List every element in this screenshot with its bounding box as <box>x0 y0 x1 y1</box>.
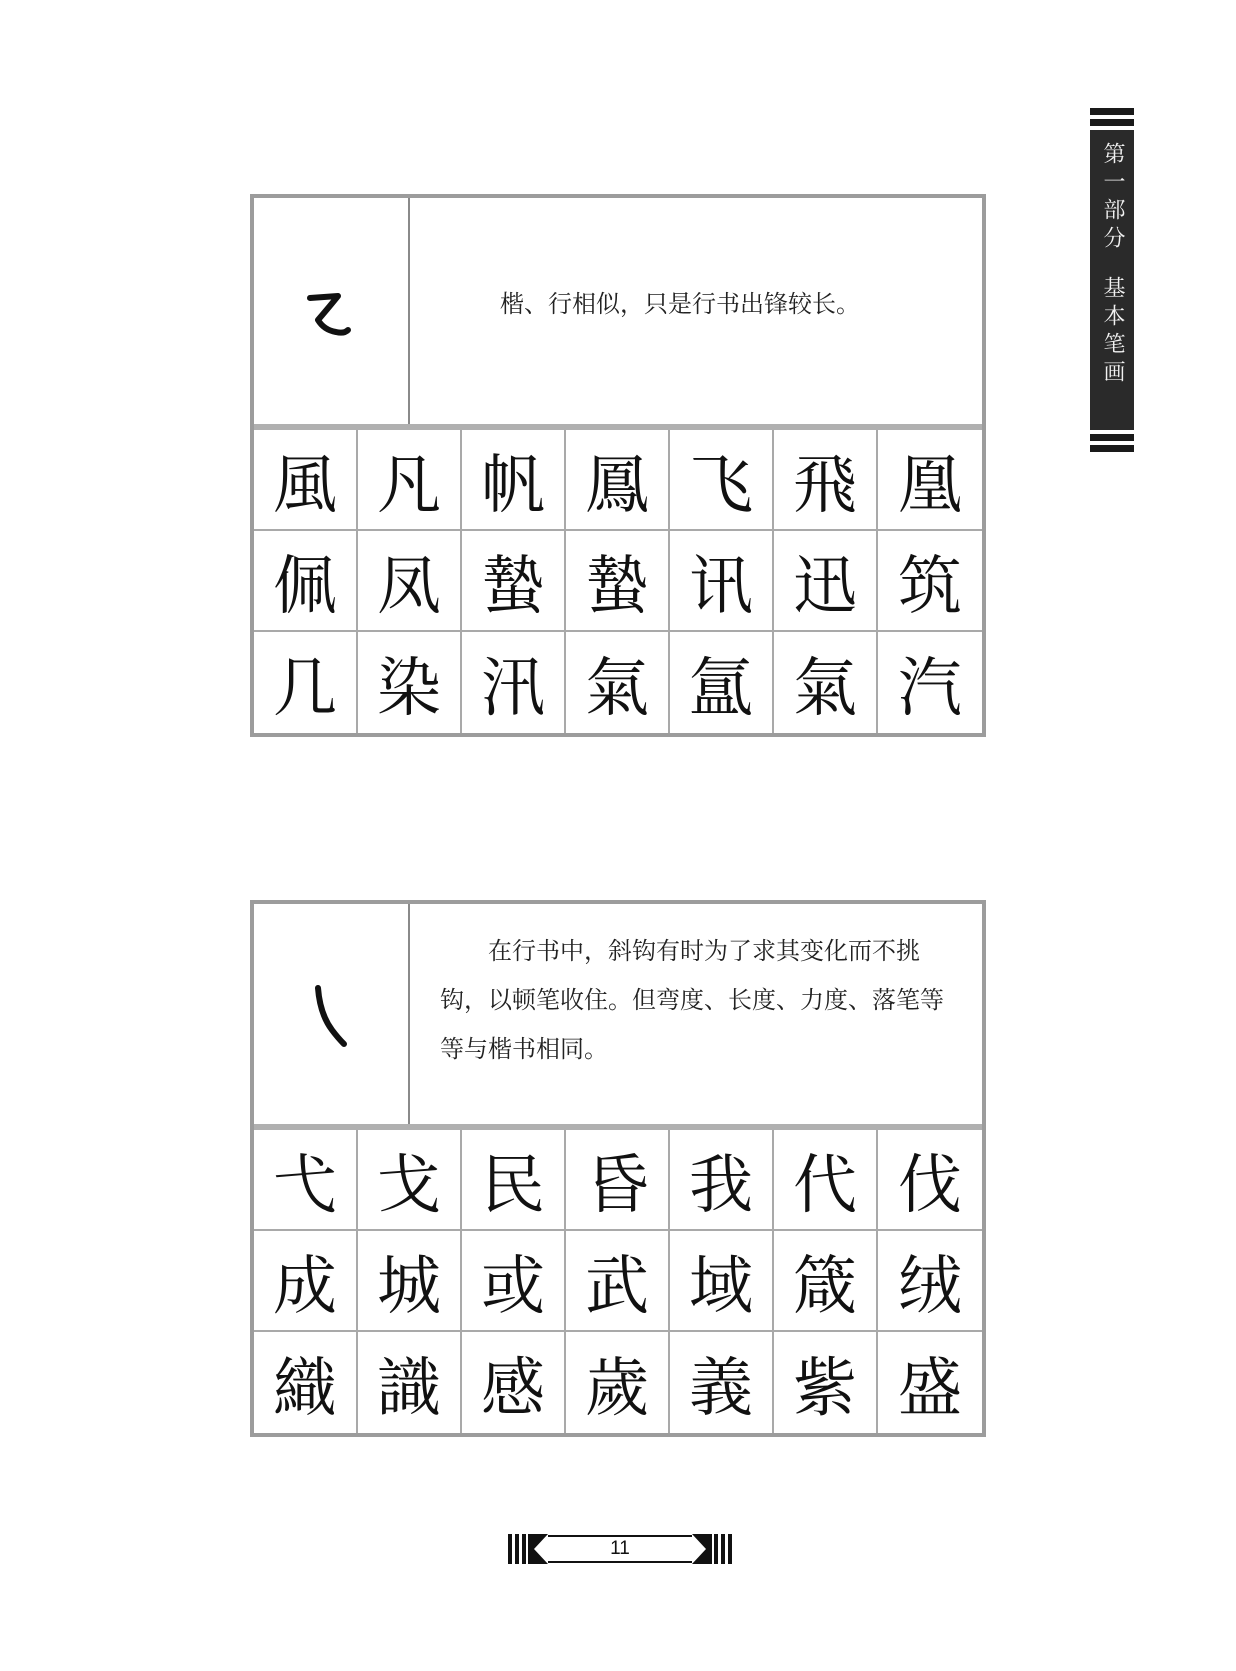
char-cell: 几 <box>254 632 358 733</box>
char-cell: 帆 <box>462 430 566 531</box>
char-cell: 昏 <box>566 1130 670 1231</box>
section-side-tab <box>1090 108 1134 452</box>
char-cell: 箴 <box>774 1231 878 1332</box>
character-grid <box>254 1130 982 1433</box>
char-cell: 感 <box>462 1332 566 1433</box>
char-cell: 弋 <box>254 1130 358 1231</box>
char-cell: 義 <box>670 1332 774 1433</box>
char-cell: 戈 <box>358 1130 462 1231</box>
char-cell: 我 <box>670 1130 774 1231</box>
stroke-glyph-slant-hook <box>296 974 366 1054</box>
stroke-cell <box>254 904 410 1124</box>
page-number-badge <box>508 1534 732 1564</box>
page-number: 11 <box>610 1538 630 1559</box>
panel-header <box>254 198 982 430</box>
description-cell <box>410 904 982 1124</box>
stroke-glyph-hook <box>296 276 366 346</box>
char-cell: 飞 <box>670 430 774 531</box>
char-cell: 佩 <box>254 531 358 632</box>
char-cell: 風 <box>254 430 358 531</box>
char-cell: 汽 <box>898 651 962 726</box>
char-cell: 氣 <box>774 632 878 733</box>
char-cell: 成 <box>254 1231 358 1332</box>
panel-header <box>254 904 982 1130</box>
char-cell: 凤 <box>358 531 462 632</box>
tab-top-rule-2 <box>1090 119 1134 126</box>
char-cell: 汛 <box>462 632 566 733</box>
char-cell: 鳳 <box>566 430 670 531</box>
char-cell: 代 <box>774 1130 878 1231</box>
tab-bottom-rule <box>1090 434 1134 441</box>
char-cell: 飛 <box>774 430 878 531</box>
char-cell: 凡 <box>358 430 462 531</box>
char-cell: 氲 <box>670 632 774 733</box>
char-cell: 或 <box>462 1231 566 1332</box>
char-cell: 民 <box>462 1130 566 1231</box>
char-cell: 蟄 <box>462 531 566 632</box>
char-cell: 蟄 <box>566 531 670 632</box>
char-cell: 織 <box>254 1332 358 1433</box>
description-cell <box>410 198 982 424</box>
char-cell: 紫 <box>774 1332 878 1433</box>
char-cell: 染 <box>358 632 462 733</box>
tab-bottom-rule-2 <box>1090 445 1134 452</box>
section-label: 基本笔画 <box>1100 276 1125 388</box>
char-cell: 迅 <box>774 531 878 632</box>
char-cell: 城 <box>358 1231 462 1332</box>
character-grid <box>254 430 982 733</box>
char-cell: 歲 <box>566 1332 670 1433</box>
part-label: 第一部分 <box>1100 142 1125 254</box>
char-cell: 筑 <box>878 531 982 632</box>
stroke-description: 在行书中，斜钩有时为了求其变化而不挑钩，以顿笔收住。但弯度、长度、力度、落笔等等与楷书相同。 <box>440 936 944 1063</box>
stroke-cell <box>254 198 410 424</box>
stroke-panel-2 <box>250 900 986 1437</box>
stroke-panel-1 <box>250 194 986 737</box>
char-cell: 伐 <box>878 1130 982 1231</box>
char-cell: 氣 <box>566 632 670 733</box>
tab-body <box>1090 130 1134 430</box>
tab-top-rule <box>1090 108 1134 115</box>
char-cell: 凰 <box>878 430 982 531</box>
char-cell: 盛 <box>898 1351 962 1426</box>
char-cell: 讯 <box>670 531 774 632</box>
stroke-description: 楷、行相似，只是行书出锋较长。 <box>500 289 860 318</box>
char-cell: 武 <box>566 1231 670 1332</box>
char-cell: 绒 <box>878 1231 982 1332</box>
char-cell: 域 <box>670 1231 774 1332</box>
char-cell: 識 <box>358 1332 462 1433</box>
